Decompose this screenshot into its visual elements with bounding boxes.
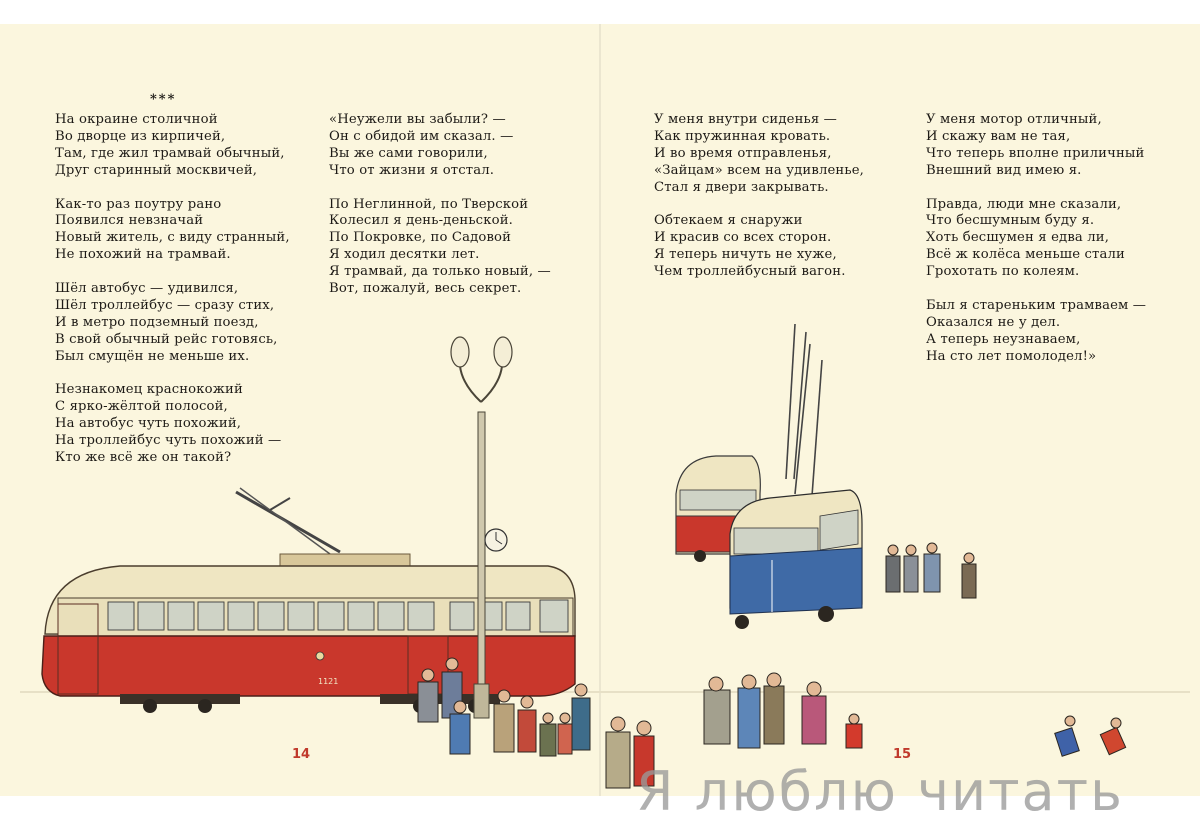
poem-line: Я теперь ничуть не хуже, [654,247,837,263]
book-spread [0,24,1200,796]
poem-line: На сто лет помолодел!» [926,348,1097,364]
poem-line: Незнакомец краснокожий [55,382,243,398]
stanza [926,112,1146,180]
poem-line: И во время отправленья, [654,145,832,161]
stanza [654,112,864,197]
poem-line: Оказался не у дел. [926,314,1061,330]
poem-line: Был смущён не меньше их. [55,348,250,364]
poem-line: Новый житель, с виду странный, [55,230,290,246]
poem-line: «Зайцам» всем на удивленье, [654,162,864,178]
poem-line: Кто же всё же он такой? [55,450,232,466]
poem-line: В свой обычный рейс готовясь, [55,331,278,347]
tram-illustration [42,488,575,713]
poem-line: Хоть бесшумен я едва ли, [926,230,1110,246]
poem-line: Друг старинный москвичей, [55,162,258,178]
tram-number: 1121 [318,677,339,686]
poem-line: Стал я двери закрывать. [654,179,829,195]
poem-line: Во дворце из кирпичей, [55,128,226,144]
poem-line: Обтекаем я снаружи [654,213,803,229]
page-number-left: 14 [292,747,311,762]
poem-line: Грохотать по колеям. [926,264,1080,280]
stanza [654,213,864,281]
poem-line: Я трамвай, да только новый, — [329,264,551,280]
poem-line: Внешний вид имею я. [926,162,1082,178]
stanza [329,197,551,298]
stanza [55,382,290,467]
stanza [55,112,290,180]
stanza [55,281,290,366]
poem-line: На окраине столичной [55,112,218,127]
poem-line: Вы же сами говорили, [329,145,488,161]
poem-line: Не похожий на трамвай. [55,247,231,263]
poem-line: Он с обидой им сказал. — [329,128,514,144]
poem-line: И в метро подземный поезд, [55,314,259,330]
poem-line: Вот, пожалуй, весь секрет. [329,281,522,297]
watermark: Я люблю читать [636,760,1124,823]
stanza [55,197,290,265]
poem-line: Как пружинная кровать. [654,128,831,144]
ornament-stars: *** [150,92,177,107]
poem-line: Как-то раз поутру рано [55,196,222,212]
poem-line: Там, где жил трамвай обычный, [55,145,285,161]
poem-column-left-1 [55,112,290,484]
poem-line: Шёл автобус — удивился, [55,281,239,297]
poem-line: Я ходил десятки лет. [329,247,480,263]
poem-column-right-1 [654,112,864,298]
stanza [329,112,551,180]
poem-line: По Покровке, по Садовой [329,230,512,246]
stanza [926,197,1146,282]
poem-line: Чем троллейбусный вагон. [654,264,846,280]
poem-line: С ярко-жёлтой полосой, [55,399,228,415]
poem-line: Был я стареньким трамваем — [926,297,1147,313]
poem-line: Шёл троллейбус — сразу стих, [55,297,275,313]
poem-line: У меня внутри сиденья — [654,112,837,127]
poem-column-left-2 [329,112,551,315]
poem-line: Колесил я день-деньской. [329,213,513,229]
poem-line: А теперь неузнаваем, [926,331,1081,347]
poem-line: Всё ж колёса меньше стали [926,247,1125,263]
poem-line: На троллейбус чуть похожий — [55,433,282,449]
poem-line: И красив со всех сторон. [654,230,832,246]
poem-line: У меня мотор отличный, [926,112,1102,127]
poem-column-right-2 [926,112,1146,382]
poem-line: Что теперь вполне приличный [926,145,1145,161]
poem-line: «Неужели вы забыли? — [329,112,506,127]
poem-line: И скажу вам не тая, [926,128,1071,144]
stanza [926,298,1146,366]
poem-line: Появился невзначай [55,213,204,229]
poem-line: Что бесшумным буду я. [926,213,1095,229]
page-number-right: 15 [893,747,912,762]
poem-line: По Неглинной, по Тверской [329,196,529,212]
poem-line: Что от жизни я отстал. [329,162,495,178]
poem-line: Правда, люди мне сказали, [926,196,1122,212]
poem-line: На автобус чуть похожий, [55,416,242,432]
